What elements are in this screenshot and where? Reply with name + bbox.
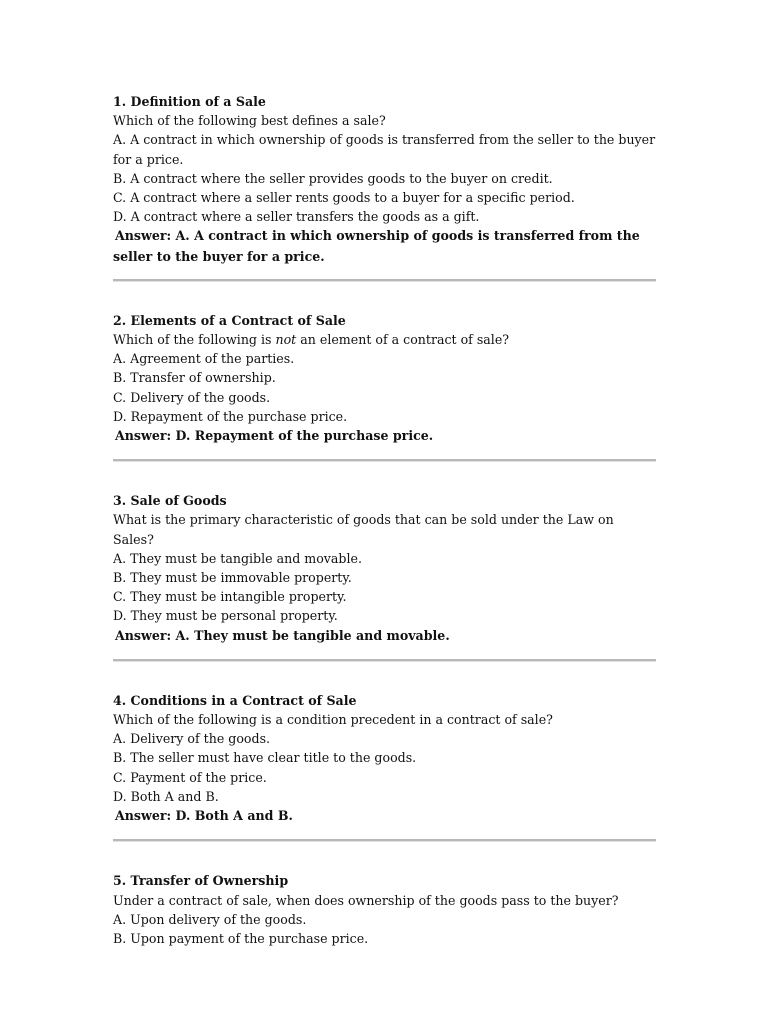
answer-line — [113, 806, 656, 826]
option-d: D. Repayment of the purchase price. — [113, 408, 348, 424]
answer-text: Answer: A. They must be tangible and movable. — [115, 627, 450, 643]
option-c: C. Payment of the price. — [113, 769, 267, 785]
prompt-before: Which of the following is — [113, 332, 276, 348]
question-5 — [113, 871, 656, 948]
question-4 — [113, 691, 656, 826]
question-3 — [113, 491, 656, 646]
answer-text: Answer: A. A contract in which ownership of goods is transferred from the seller to the buyer for a price. — [113, 228, 640, 264]
option-b: B. They must be immovable property. — [113, 570, 352, 586]
section-divider — [113, 459, 656, 462]
answer-line — [113, 226, 656, 265]
option-a: A. Delivery of the goods. — [113, 731, 271, 747]
question-prompt: Under a contract of sale, when does ownership of the goods pass to the buyer? — [113, 892, 619, 908]
question-title: 5. Transfer of Ownership — [113, 873, 289, 889]
option-a: A. A contract in which ownership of goods is transferred from the seller to the buyer for a price. — [113, 132, 656, 167]
answer-text: Answer: D. Repayment of the purchase price. — [115, 428, 434, 444]
prompt-after: an element of a contract of sale? — [296, 332, 510, 348]
question-title: 4. Conditions in a Contract of Sale — [113, 692, 357, 708]
option-c: C. A contract where a seller rents goods to a buyer for a specific period. — [113, 190, 575, 206]
option-b: B. A contract where the seller provides goods to the buyer on credit. — [113, 170, 553, 186]
option-b: B. Transfer of ownership. — [113, 370, 276, 386]
question-title: 2. Elements of a Contract of Sale — [113, 312, 346, 328]
option-a: A. They must be tangible and movable. — [113, 550, 362, 566]
option-c: C. They must be intangible property. — [113, 589, 347, 605]
option-b: B. The seller must have clear title to the goods. — [113, 750, 417, 766]
option-d: D. They must be personal property. — [113, 608, 338, 624]
option-d: D. A contract where a seller transfers the goods as a gift. — [113, 209, 480, 225]
answer-text: Answer: D. Both A and B. — [115, 808, 293, 824]
question-title: 3. Sale of Goods — [113, 493, 227, 509]
question-prompt: What is the primary characteristic of goods that can be sold under the Law on Sales? — [113, 512, 614, 547]
question-prompt — [113, 330, 656, 349]
answer-line — [113, 626, 656, 646]
question-title: 1. Definition of a Sale — [113, 94, 266, 109]
option-d: D. Both A and B. — [113, 788, 219, 804]
section-divider — [113, 839, 656, 842]
option-c: C. Delivery of the goods. — [113, 389, 271, 405]
option-a: A. Agreement of the parties. — [113, 351, 295, 367]
section-divider — [113, 279, 656, 282]
question-prompt: Which of the following is a condition precedent in a contract of sale? — [113, 712, 553, 728]
answer-line — [113, 426, 656, 446]
quiz-document — [113, 92, 656, 948]
question-2 — [113, 311, 656, 446]
question-1 — [113, 92, 656, 266]
section-divider — [113, 659, 656, 662]
option-b: B. Upon payment of the purchase price. — [113, 930, 369, 946]
option-a: A. Upon delivery of the goods. — [113, 911, 307, 927]
prompt-emphasis: not — [275, 332, 297, 348]
question-prompt: Which of the following best defines a sale? — [113, 113, 386, 129]
